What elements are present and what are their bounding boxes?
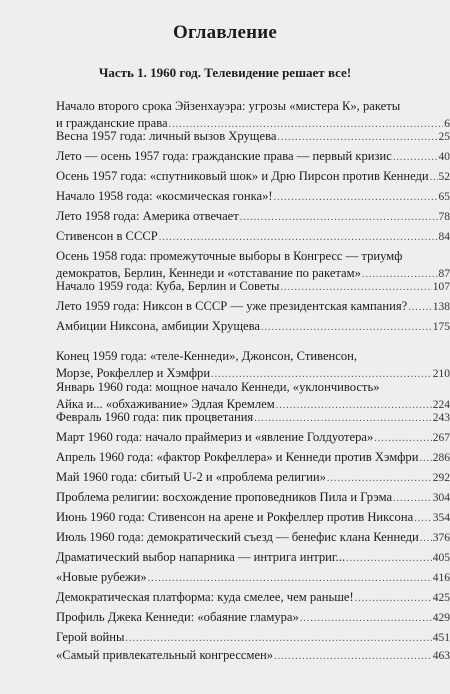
toc-entry-title-line: Стивенсон в СССР	[56, 229, 158, 243]
toc-page-number: 40	[438, 151, 450, 163]
toc-entry-title-line: «Новые рубежи»	[56, 570, 147, 584]
dot-leader	[408, 299, 432, 316]
toc-page-number: 425	[432, 592, 450, 604]
toc-entry-title-line: и гражданские права	[56, 116, 168, 130]
toc-page-number: 210	[432, 368, 450, 380]
toc-entry-title-line: Лето 1959 года: Никсон в СССР — уже президентская кампания?	[56, 299, 408, 313]
toc-entry-title-line: Осень 1958 года: промежуточные выборы в Конгресс — триумф	[56, 249, 403, 263]
toc-entry-title-line: Осень 1957 года: «спутниковый шок» и Дрю Пирсон против Кеннеди	[56, 169, 429, 183]
toc-entry-title-line: Май 1960 года: сбитый U-2 и «проблема религии»	[56, 470, 326, 484]
toc-page-number: 138	[432, 301, 450, 313]
dot-leader	[327, 470, 432, 487]
toc-entry-title-line: Начало 1959 года: Куба, Берлин и Советы	[56, 279, 280, 293]
toc-entry-title-line: Весна 1957 года: личный вызов Хрущева	[56, 129, 277, 143]
dot-leader	[254, 410, 432, 427]
dot-leader	[414, 510, 432, 527]
toc-entry-title-line: «Самый привлекательный конгрессмен»	[56, 648, 274, 662]
toc-entry-title-line: Драматический выбор напарника — интрига интриг...	[56, 550, 346, 564]
dot-leader	[420, 530, 432, 547]
toc-page-number: 405	[432, 552, 450, 564]
dot-leader	[261, 319, 432, 336]
toc-entry-title-line: Конец 1959 года: «теле-Кеннеди», Джонсон, Стивенсон,	[56, 349, 358, 363]
dot-leader	[159, 229, 438, 246]
toc-page-number: 376	[432, 532, 450, 544]
toc-page-number: 52	[438, 171, 450, 183]
toc-entry-title-line: Герой войны	[56, 630, 125, 644]
toc-page-number: 175	[432, 321, 450, 333]
toc-entry-title-line: Лето 1958 года: Америка отвечает	[56, 209, 239, 223]
toc-entry-title-line: Профиль Джека Кеннеди: «обаяние гламура»	[56, 610, 299, 624]
toc-entry-title-line: Морзе, Рокфеллер и Хэмфри	[56, 366, 211, 380]
toc-page-number: 224	[432, 399, 450, 411]
toc-entry-title-line: демократов, Берлин, Кеннеди и «отставание по ракетам»	[56, 266, 361, 280]
toc-page-number: 87	[438, 268, 450, 280]
toc-page-number: 243	[432, 412, 450, 424]
dot-leader	[393, 149, 438, 166]
toc-entry-title-line: Амбиции Никсона, амбиции Хрущева	[56, 319, 260, 333]
dot-leader	[300, 610, 432, 627]
dot-leader	[240, 209, 438, 226]
dot-leader	[419, 450, 431, 467]
dot-leader	[280, 279, 431, 296]
dot-leader	[148, 570, 432, 587]
toc-page-number: 304	[432, 492, 450, 504]
toc-entry-title-line: Январь 1960 года: мощное начало Кеннеди, «уклончивость»	[56, 380, 380, 394]
toc-page-number: 25	[438, 131, 450, 143]
toc-entry-title-line: Проблема религии: восхождение проповедников Пила и Грэма	[56, 490, 393, 504]
toc-page-number: 463	[432, 650, 450, 662]
dot-leader	[430, 169, 438, 186]
toc-entry-title-line: Апрель 1960 года: «фактор Рокфеллера» и Кеннеди против Хэмфри	[56, 450, 419, 464]
toc-entry-title-line: Март 1960 года: начало праймериз и «явление Голдуотера»	[56, 430, 374, 444]
toc-entry-title-line: Лето — осень 1957 года: гражданские права — первый кризис	[56, 149, 392, 163]
toc-page-number: 354	[432, 512, 450, 524]
toc-page-number: 107	[432, 281, 450, 293]
toc-page-number: 451	[432, 632, 450, 644]
dot-leader	[274, 189, 438, 206]
toc-entry-title-line: Февраль 1960 года: пик процветания	[56, 410, 254, 424]
dot-leader	[393, 490, 432, 507]
part-title: Часть 1. 1960 год. Телевидение решает все!	[98, 65, 352, 80]
toc-page-number: 286	[432, 452, 450, 464]
page-title: Оглавление	[172, 22, 278, 43]
dot-leader	[277, 129, 437, 146]
toc-page-number: 65	[438, 191, 450, 203]
toc-page-number: 429	[432, 612, 450, 624]
toc-page-number: 416	[432, 572, 450, 584]
toc-page-number: 78	[438, 211, 450, 223]
toc-entry-title-line: Июль 1960 года: демократический съезд — бенефис клана Кеннеди	[56, 530, 419, 544]
toc-page-number: 6	[444, 118, 450, 130]
toc-entry-title-line: Начало второго срока Эйзенхауэра: угрозы «мистера К», ракеты	[56, 99, 401, 113]
toc-page-number: 292	[432, 472, 450, 484]
toc-entry-title-line: Начало 1958 года: «космическая гонка»!	[56, 189, 273, 203]
toc-page-number: 267	[432, 432, 450, 444]
toc-entry-title-line: Айка и... «обхаживание» Эдлая Кремлем	[56, 397, 275, 411]
toc-page-number: 84	[438, 231, 450, 243]
dot-leader	[346, 550, 432, 567]
toc-entry-title-line: Июнь 1960 года: Стивенсон на арене и Рокфеллер против Никсона	[56, 510, 414, 524]
toc-entry-title-line: Демократическая платформа: куда смелее, чем раньше!	[56, 590, 354, 604]
dot-leader	[374, 430, 432, 447]
dot-leader	[274, 648, 432, 665]
dot-leader	[126, 630, 432, 647]
dot-leader	[355, 590, 432, 607]
